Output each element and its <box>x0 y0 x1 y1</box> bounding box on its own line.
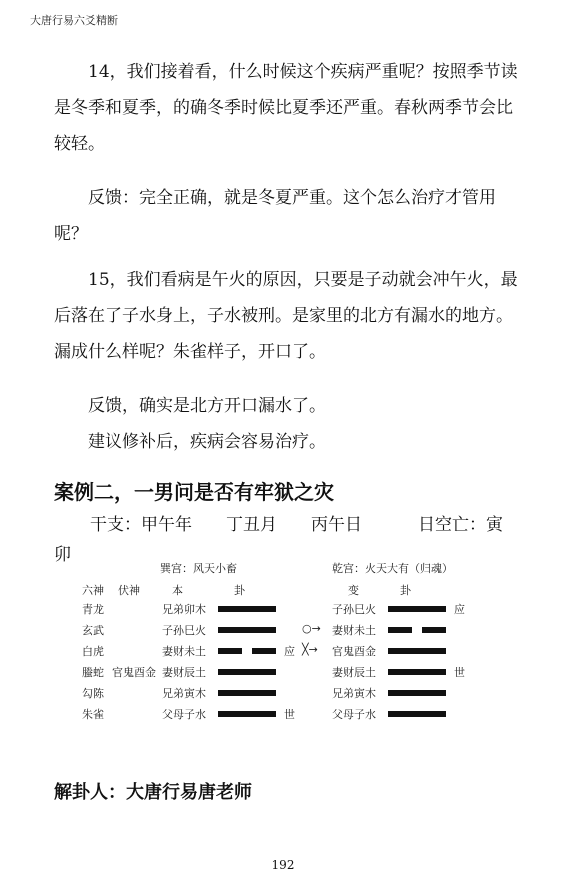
yang-line-segment <box>388 669 446 675</box>
fushen-label: 官鬼酉金 <box>112 666 156 679</box>
bian-yao-label: 妻财未土 <box>332 624 376 637</box>
ben-yao-label: 妻财未土 <box>162 645 206 658</box>
running-header: 大唐行易六爻精断 <box>30 14 118 27</box>
ben-yao-line <box>218 690 276 696</box>
bian-yao-line <box>388 648 446 654</box>
moving-line-marker: ╳→ <box>302 643 318 656</box>
yin-line-segment <box>218 648 242 654</box>
liushen-label: 螣蛇 <box>82 666 104 679</box>
ben-yao-line <box>218 627 276 633</box>
liushen-label: 白虎 <box>82 645 104 658</box>
paragraph-14: 14，我们接着看，什么时候这个疾病严重呢？按照季节读是冬季和夏季，的确冬季时候比夏季还严重。春秋两季节会比较轻。 <box>54 62 518 154</box>
liushen-label: 青龙 <box>82 603 104 616</box>
bian-yao-line <box>388 606 446 612</box>
yin-line-segment <box>252 648 276 654</box>
case-title: 案例二，一男问是否有牢狱之灾 <box>54 480 334 504</box>
ganzhi-year: 甲午年 <box>141 515 192 535</box>
bian-shiying-marker: 世 <box>454 666 465 679</box>
shiying-marker: 世 <box>284 708 295 721</box>
yang-line-segment <box>218 606 276 612</box>
ben-yao-line <box>218 669 276 675</box>
bian-yao-line <box>388 690 446 696</box>
shiying-marker: 应 <box>284 645 295 658</box>
ganzhi-kongwang-cont: 卯 <box>54 545 71 565</box>
header-gua-1: 卦 <box>234 584 245 597</box>
yin-line-segment <box>388 627 412 633</box>
yang-line-segment <box>388 711 446 717</box>
paragraph-advice: 建议修补后，疾病会容易治疗。 <box>88 432 326 452</box>
ganzhi-kongwang: 日空亡：寅 <box>418 515 503 535</box>
yang-line-segment <box>218 690 276 696</box>
ben-yao-label: 子孙巳火 <box>162 624 206 637</box>
header-liushen: 六神 <box>82 584 104 597</box>
interpreter-line: 解卦人：大唐行易唐老师 <box>54 782 252 803</box>
ganzhi-day: 丙午日 <box>311 515 362 535</box>
bian-yao-label: 父母子水 <box>332 708 376 721</box>
yang-line-segment <box>388 690 446 696</box>
header-fushen: 伏神 <box>118 584 140 597</box>
bian-shiying-marker: 应 <box>454 603 465 616</box>
ben-yao-line <box>218 606 276 612</box>
ben-yao-line <box>218 711 276 717</box>
paragraph-feedback-2: 反馈，确实是北方开口漏水了。 <box>88 396 326 416</box>
liushen-label: 勾陈 <box>82 687 104 700</box>
yang-line-segment <box>218 711 276 717</box>
page-number: 192 <box>271 858 295 872</box>
bian-yao-label: 子孙巳火 <box>332 603 376 616</box>
moving-line-marker: ○→ <box>302 622 321 635</box>
bian-yao-label: 妻财辰土 <box>332 666 376 679</box>
paragraph-feedback-1: 反馈：完全正确，就是冬夏严重。这个怎么治疗才管用呢？ <box>54 188 496 244</box>
liushen-label: 玄武 <box>82 624 104 637</box>
ben-yao-label: 妻财辰土 <box>162 666 206 679</box>
bian-yao-label: 兄弟寅木 <box>332 687 376 700</box>
bian-gua-title: 乾宫：火天大有（归魂） <box>332 562 453 575</box>
bian-yao-line <box>388 711 446 717</box>
liushen-label: 朱雀 <box>82 708 104 721</box>
ganzhi-month: 丁丑月 <box>226 515 277 535</box>
yin-line-segment <box>422 627 446 633</box>
bian-yao-line <box>388 627 446 633</box>
header-ben: 本 <box>172 584 183 597</box>
ben-yao-label: 兄弟卯木 <box>162 603 206 616</box>
yang-line-segment <box>388 648 446 654</box>
paragraph-15: 15，我们看病是午火的原因，只要是子动就会冲午火，最后落在了子水身上，子水被刑。是家里的北方有漏水的地方。漏成什么样呢？朱雀样子，开口了。 <box>54 270 518 362</box>
ganzhi-line <box>54 510 524 570</box>
yang-line-segment <box>218 669 276 675</box>
header-gua-2: 卦 <box>400 584 411 597</box>
yang-line-segment <box>388 606 446 612</box>
ben-gua-title: 巽宫：风天小畜 <box>160 562 237 575</box>
ganzhi-label: 干支： <box>90 515 141 535</box>
ben-yao-line <box>218 648 276 654</box>
ben-yao-label: 父母子水 <box>162 708 206 721</box>
header-bian: 变 <box>348 584 359 597</box>
bian-yao-line <box>388 669 446 675</box>
yang-line-segment <box>218 627 276 633</box>
ben-yao-label: 兄弟寅木 <box>162 687 206 700</box>
bian-yao-label: 官鬼酉金 <box>332 645 376 658</box>
